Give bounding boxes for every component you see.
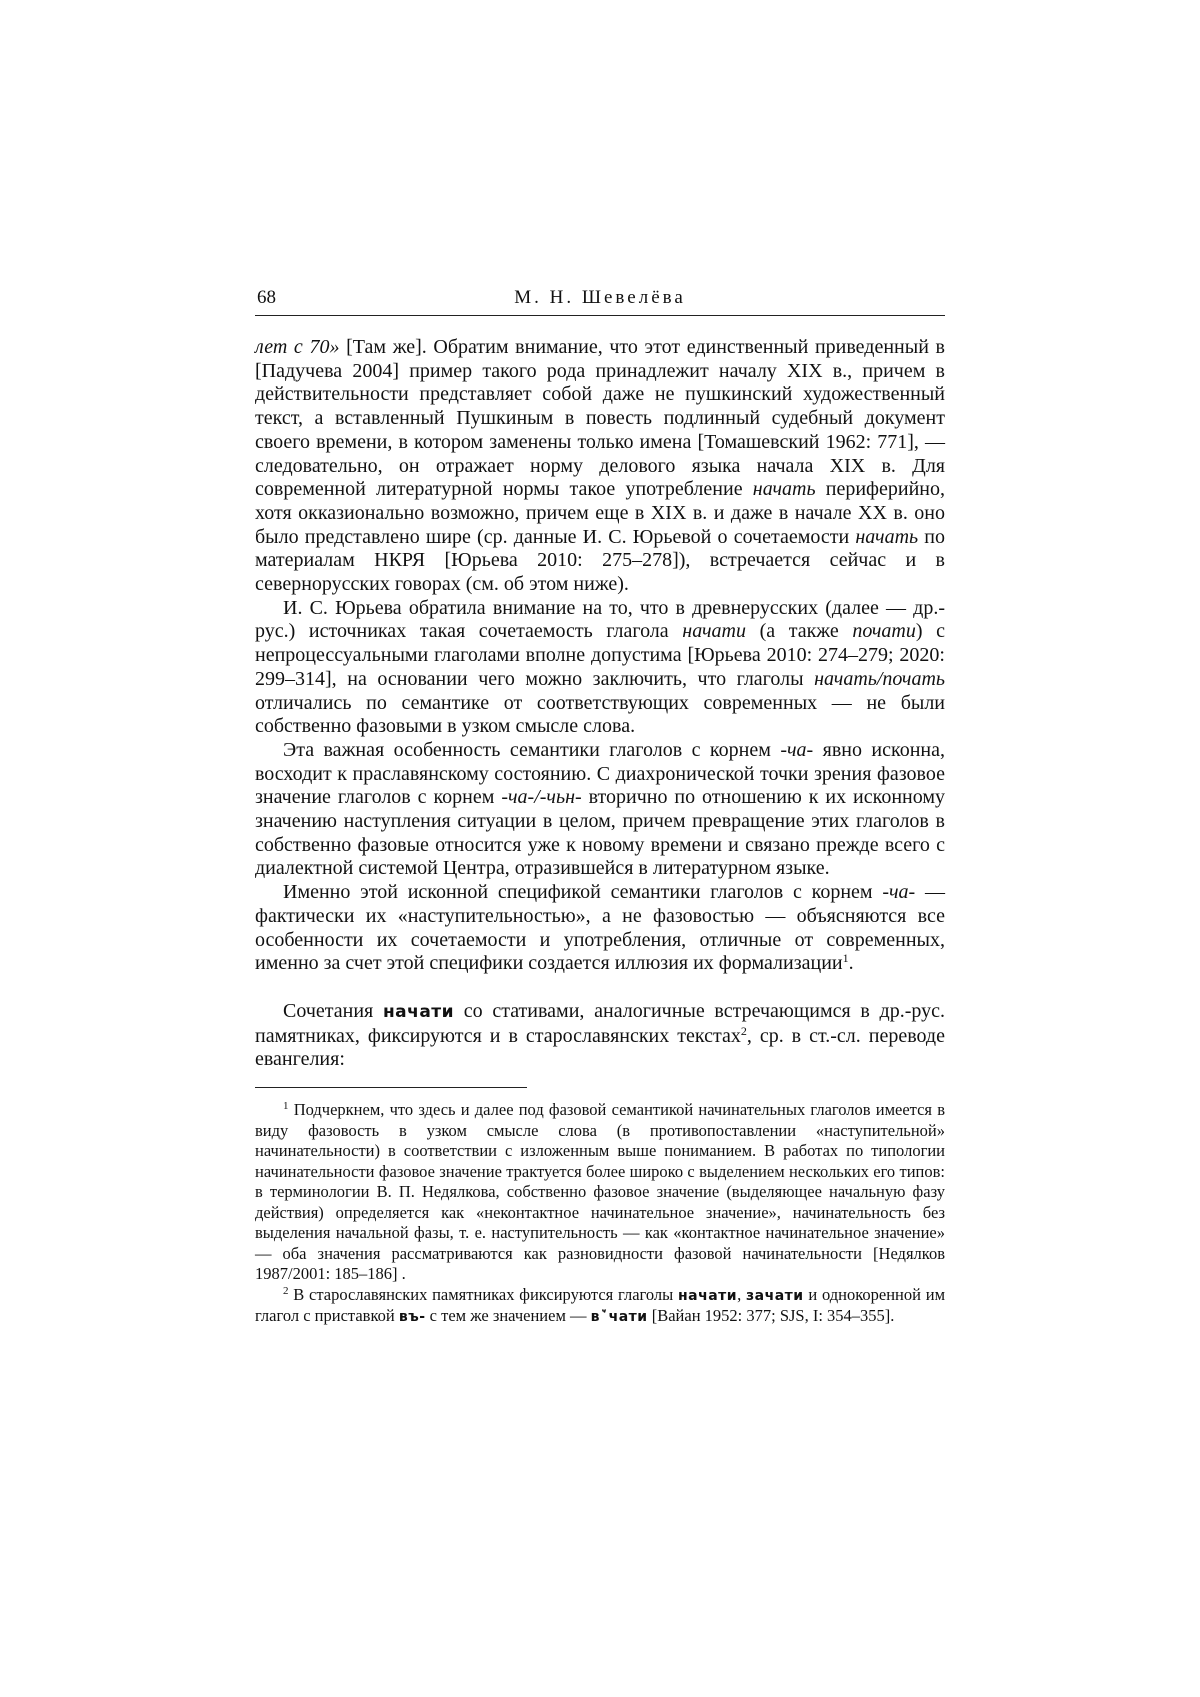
text-run: [Вайан 1952: 377; SJS, I: 354–355].: [647, 1306, 895, 1326]
paragraph-4: [255, 881, 945, 976]
italic-term: -ча-: [780, 738, 814, 761]
text-run: ) с непроцессуальными глаголами вполне допустима [Юрьева 2010: 274–279; 2020: 299–314], на основании чего можно заключить, что глаголы: [255, 620, 945, 690]
text-run: Сочетания: [283, 999, 383, 1022]
main-text: [255, 336, 945, 1072]
footnote-text: Подчеркнем, что здесь и далее под фазовой семантикой начинательных глаголов имеется в виду фазовость в узком смысле слова (в противопоставлении «наступительной» начинательности) в соответствии с изложенным выше пониманием. В работах по типологии начинательности фазовое значение трактуется более широко с выделением нескольких его типов: в терминологии В. П. Недялкова, собственно фазовое значение (выделяющее начальную фазу действия) определяется как «неконтактное начинательное значение», начинательность без выделения начальной фазы, т. е. наступительность — как «контактное начинательное значение» — оба значения рассматриваются как разновидности фазовой начинательности [Недялков 1987/2001: 185–186] .: [255, 1100, 945, 1284]
footnote-ref-1[interactable]: 1: [842, 951, 849, 966]
italic-term: -ча-: [882, 881, 916, 904]
old-church-slavonic-word: вꙿчати: [590, 1309, 648, 1326]
italic-term: начати: [682, 620, 746, 643]
text-run: ,: [737, 1284, 747, 1304]
page: [255, 285, 945, 1328]
text-run: по материалам НКРЯ [Юрьева 2010: 275–278]), встречается сейчас и в севернорусских говорах (см. об этом ниже).: [255, 525, 945, 596]
text-run: со стативами, аналогичные встречающимся в др.-рус. памятниках, фиксируются и в старославянских текстах: [255, 999, 945, 1047]
old-church-slavonic-word: начати: [678, 1287, 738, 1304]
paragraph-5: [255, 1000, 945, 1072]
paragraph-3: [255, 739, 945, 881]
old-church-slavonic-word: начати: [382, 1001, 455, 1022]
text-run: , ср. в ст.-сл. переводе евангелия:: [255, 1024, 945, 1071]
text-run: периферийно, хотя окказионально возможно, причем еще в XIX в. и даже в начале XX в. оно было представлено шире (ср. данные И. С. Юрьевой о сочетаемости: [255, 478, 945, 548]
text-run: отличались по семантике от соответствующих современных — не были собственно фазовыми в узком смысле слова.: [255, 691, 945, 738]
italic-term: почати: [852, 620, 916, 643]
old-church-slavonic-word: въ-: [398, 1309, 426, 1326]
italic-term: начать: [752, 478, 816, 501]
old-church-slavonic-word: зачати: [746, 1287, 804, 1304]
text-run: явно исконна, восходит к праславянскому состоянию. С диахронической точки зрения фазовое значение глаголов с корнем: [255, 738, 945, 809]
footnote-ref-2[interactable]: 2: [740, 1023, 747, 1038]
italic-term: -ча-/-чьн-: [501, 786, 582, 809]
text-run: .: [848, 952, 854, 975]
running-header: [255, 285, 945, 316]
running-head-author: М. Н. Шевелёва: [514, 287, 686, 308]
italic-term: начать/почать: [814, 667, 945, 690]
page-number: 68: [257, 287, 276, 308]
text-run: Именно этой исконной спецификой семантики глаголов с корнем: [283, 881, 883, 904]
paragraph-2: [255, 597, 945, 739]
paragraph-1: [255, 336, 945, 597]
italic-term: начать: [855, 525, 919, 548]
footnotes: [255, 1100, 945, 1328]
text-run: Эта важная особенность семантики глаголов с корнем: [283, 738, 781, 761]
text-run: — фактически их «наступительностью», а не фазовостью — объясняются все особенности их сочетаемости и употребления, отличные от современных, именно за счет этой специфики создается иллюзия их формализации: [255, 881, 946, 975]
footnote-2: [255, 1285, 945, 1328]
text-run: и однокоренной им глагол с приставкой: [255, 1284, 946, 1326]
footnote-separator: [255, 1087, 527, 1088]
footnote-number: 1: [283, 1100, 289, 1113]
text-run: с тем же значением —: [425, 1306, 591, 1326]
footnote-1: [255, 1100, 945, 1285]
text-run: вторично по отношению к их исконному значению наступления ситуации в целом, причем превращение этих глаголов в собственно фазовые относится уже к новому времени и связано прежде всего с диалектной системой Центра, отразившейся в литературном языке.: [255, 786, 946, 880]
text-run: [Там же]. Обратим внимание, что этот единственный приведенный в [Падучева 2004] пример такого рода принадлежит началу XIX в., причем в действительности представляет собой даже не пушкинский художественный текст, а вставленный Пушкиным в повесть подлинный судебный документ своего времени, в котором заменены только имена [Томашевский 1962: 771], — следовательно, он отражает норму делового языка начала XIX в. Для современной литературной нормы такое употребление: [255, 336, 945, 501]
text-run: В старославянских памятниках фиксируются глаголы: [288, 1284, 678, 1304]
italic-quote: лет с 70»: [255, 336, 340, 358]
text-run: И. С. Юрьева обратила внимание на то, что в древнерусских (далее — др.-рус.) источниках такая сочетаемость глагола: [255, 596, 945, 643]
footnote-number: 2: [283, 1284, 289, 1297]
text-run: (а также: [745, 620, 853, 643]
